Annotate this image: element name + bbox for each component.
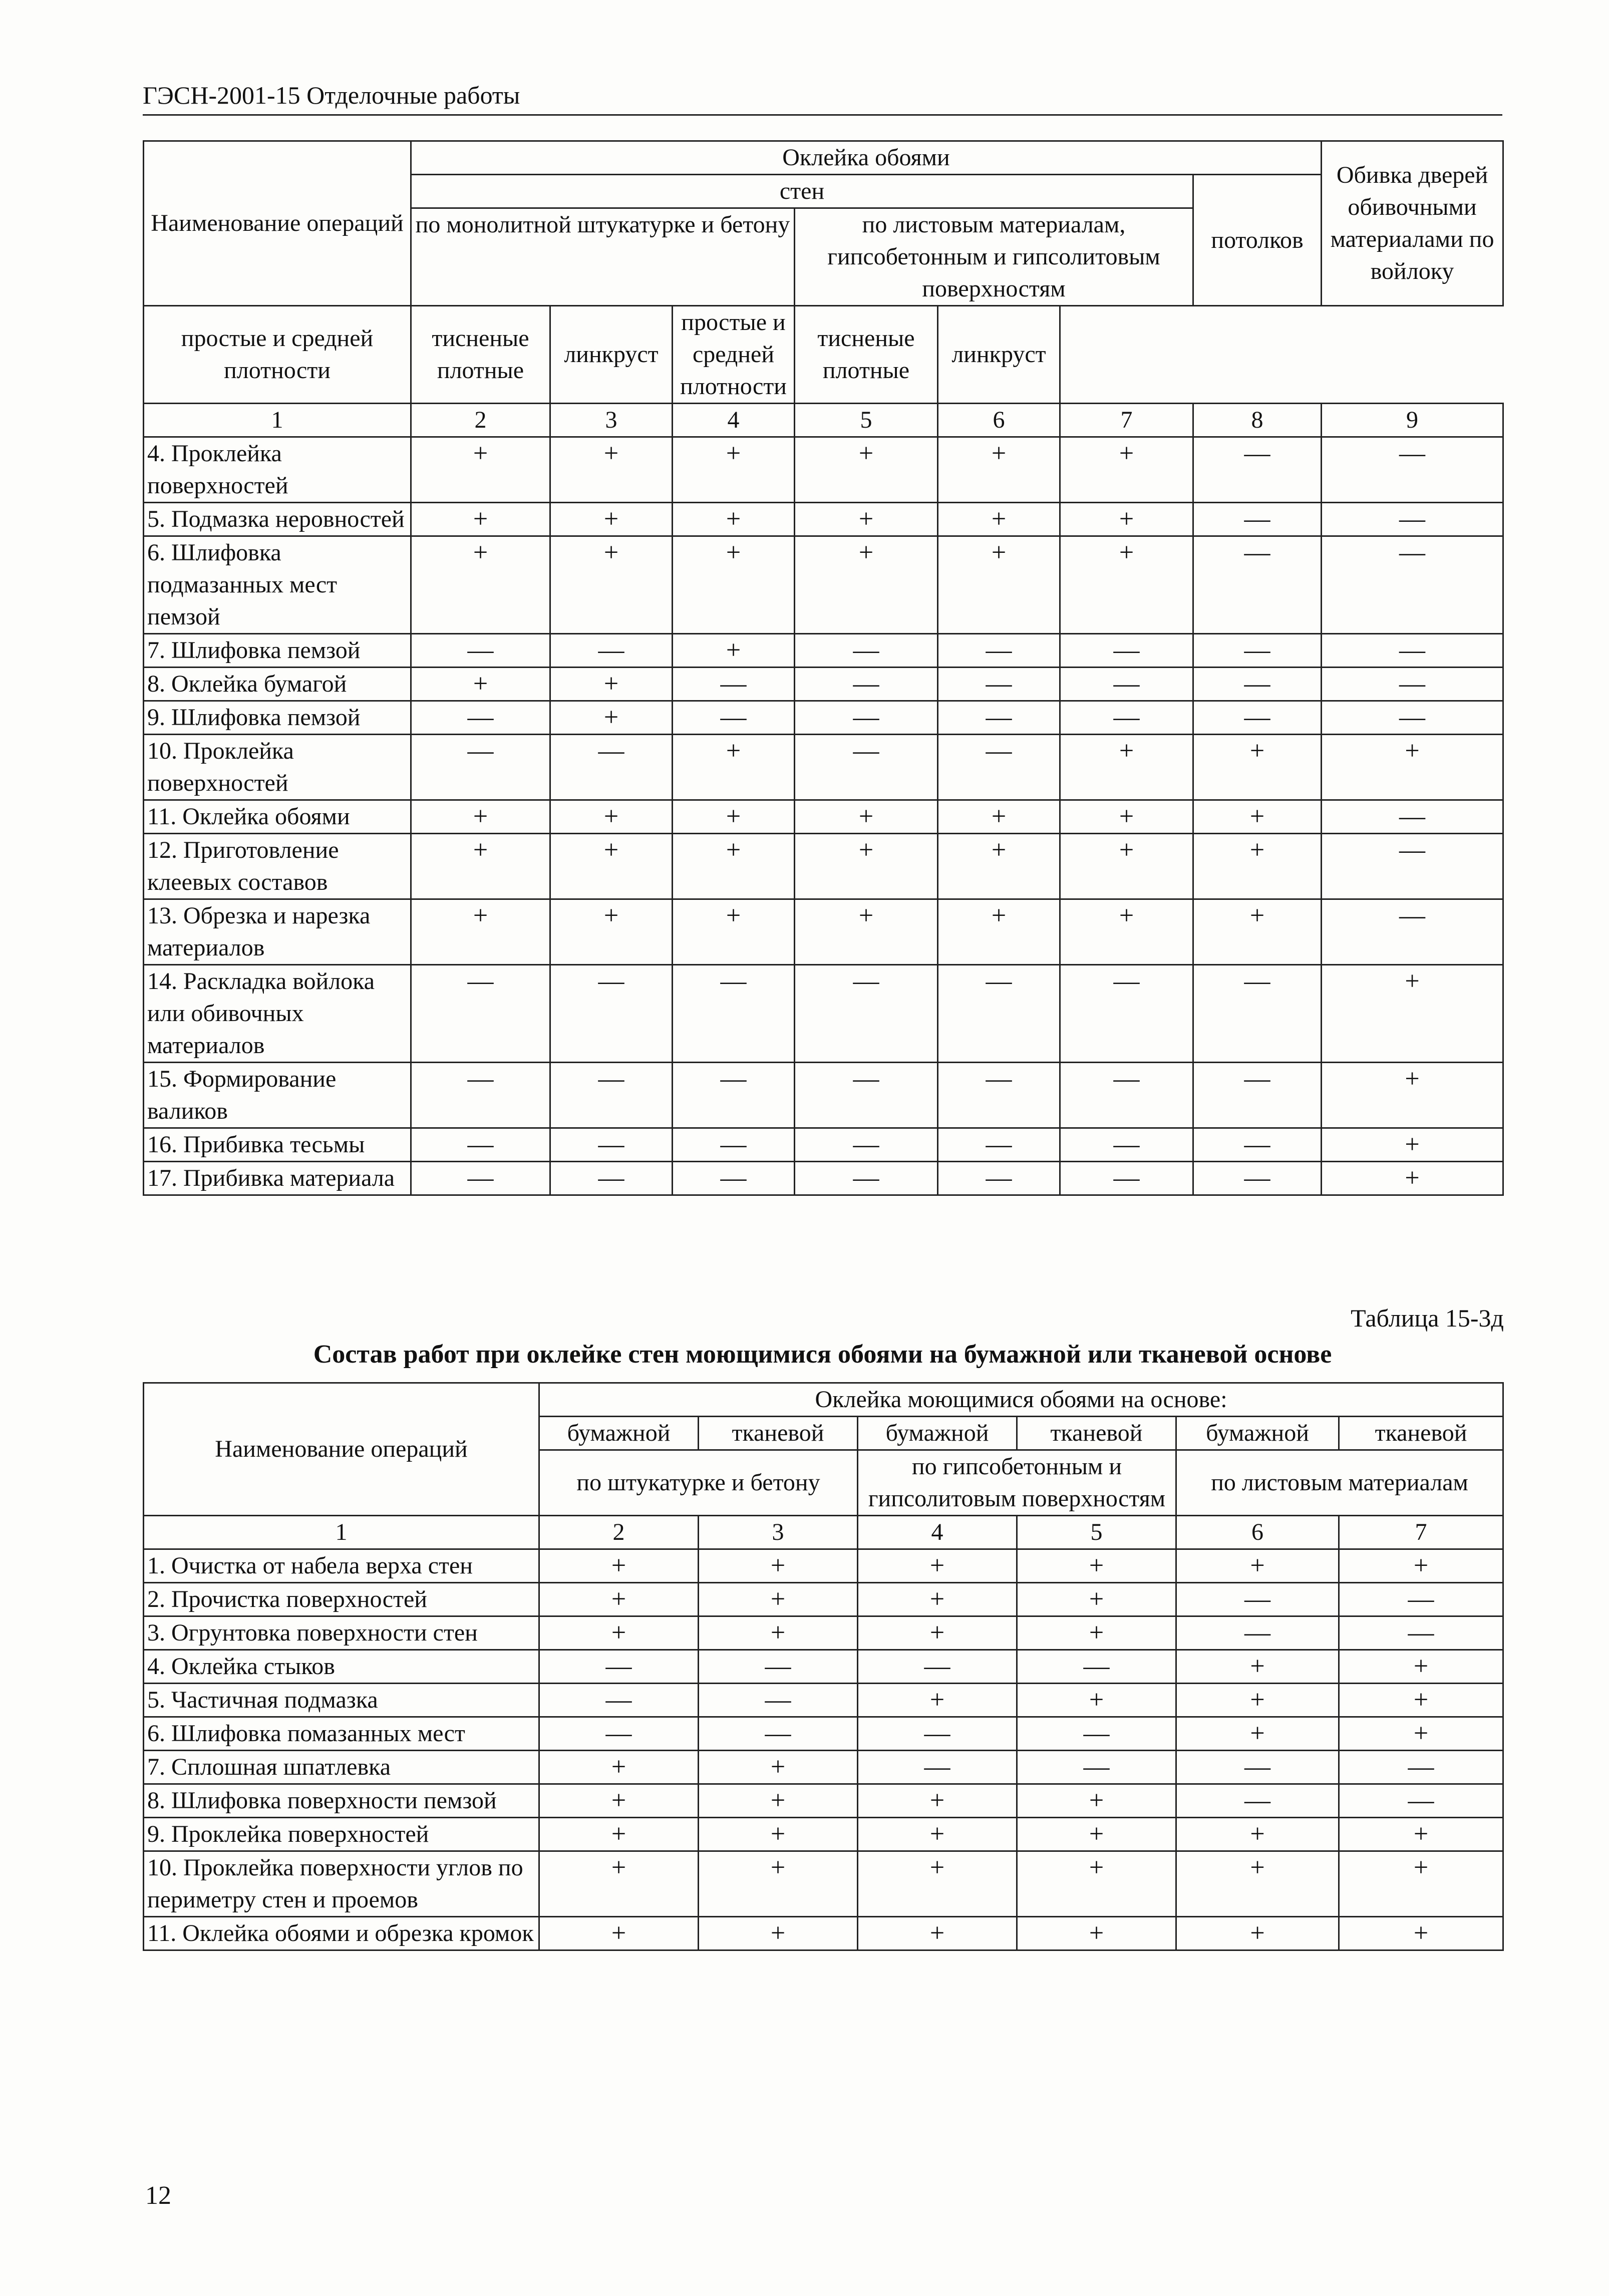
page-number: 12 bbox=[145, 2181, 171, 2210]
mark-cell: + bbox=[1339, 1851, 1503, 1917]
col-group-sheet: по листовым материалам, гипсобетонным и гипсолитовым поверхностям bbox=[795, 208, 1193, 306]
operation-name: 9. Проклейка поверхностей bbox=[144, 1818, 539, 1851]
mark-cell: + bbox=[699, 1784, 858, 1818]
mark-cell: — bbox=[795, 1063, 938, 1128]
mark-cell: + bbox=[1060, 437, 1193, 503]
col-subheader: тисненые плотные bbox=[411, 306, 550, 404]
mark-cell: — bbox=[1176, 1784, 1339, 1818]
table-row bbox=[144, 1684, 1503, 1717]
col-subheader: простые и средней плотности bbox=[673, 306, 795, 404]
table-row bbox=[144, 735, 1503, 800]
mark-cell: + bbox=[1017, 1549, 1176, 1583]
table-row bbox=[144, 1583, 1503, 1616]
mark-cell: — bbox=[1193, 701, 1322, 735]
operation-name: 7. Сплошная шпатлевка bbox=[144, 1751, 539, 1784]
mark-cell: + bbox=[1322, 735, 1503, 800]
mark-cell: — bbox=[858, 1751, 1017, 1784]
table-row bbox=[144, 1851, 1503, 1917]
mark-cell: + bbox=[1339, 1818, 1503, 1851]
mark-cell: + bbox=[539, 1917, 699, 1950]
mark-cell: — bbox=[795, 735, 938, 800]
column-number: 5 bbox=[1017, 1516, 1176, 1549]
mark-cell: + bbox=[550, 437, 673, 503]
column-number: 4 bbox=[858, 1516, 1017, 1549]
mark-cell: — bbox=[938, 1063, 1060, 1128]
column-number: 2 bbox=[539, 1516, 699, 1549]
mark-cell: + bbox=[539, 1583, 699, 1616]
mark-cell: — bbox=[1322, 800, 1503, 834]
mark-cell: — bbox=[1193, 1162, 1322, 1195]
mark-cell: + bbox=[1176, 1650, 1339, 1684]
mark-cell: — bbox=[673, 1162, 795, 1195]
column-number: 7 bbox=[1339, 1516, 1503, 1549]
operation-name: 11. Оклейка обоями и обрезка кромок bbox=[144, 1917, 539, 1950]
mark-cell: + bbox=[858, 1616, 1017, 1650]
mark-cell: — bbox=[1060, 1063, 1193, 1128]
operation-name: 6. Шлифовка помазанных мест bbox=[144, 1717, 539, 1751]
mark-cell: — bbox=[539, 1650, 699, 1684]
mark-cell: + bbox=[858, 1684, 1017, 1717]
mark-cell: + bbox=[539, 1549, 699, 1583]
mark-cell: + bbox=[1176, 1684, 1339, 1717]
mark-cell: + bbox=[795, 899, 938, 965]
mark-cell: + bbox=[539, 1818, 699, 1851]
column-number: 3 bbox=[699, 1516, 858, 1549]
mark-cell: — bbox=[1193, 437, 1322, 503]
table-row bbox=[144, 1650, 1503, 1684]
table-row bbox=[144, 1063, 1503, 1128]
mark-cell: — bbox=[795, 701, 938, 735]
table-row bbox=[144, 800, 1503, 834]
mark-cell: — bbox=[1339, 1616, 1503, 1650]
mark-cell: + bbox=[673, 899, 795, 965]
table-row bbox=[144, 503, 1503, 536]
mark-cell: — bbox=[550, 634, 673, 668]
table-row bbox=[144, 1128, 1503, 1162]
column-number: 4 bbox=[673, 404, 795, 437]
table-row bbox=[144, 1717, 1503, 1751]
mark-cell: + bbox=[1176, 1818, 1339, 1851]
col-header-base: бумажной bbox=[858, 1417, 1017, 1450]
mark-cell: + bbox=[795, 800, 938, 834]
mark-cell: — bbox=[673, 1063, 795, 1128]
col-subheader: тисненые плотные bbox=[795, 306, 938, 404]
mark-cell: — bbox=[539, 1684, 699, 1717]
mark-cell: + bbox=[411, 536, 550, 634]
mark-cell: — bbox=[1060, 634, 1193, 668]
mark-cell: — bbox=[539, 1717, 699, 1751]
mark-cell: — bbox=[550, 735, 673, 800]
col-group-washable-wallpaper: Оклейка моющимися обоями на основе: bbox=[539, 1383, 1503, 1417]
table-row bbox=[144, 1784, 1503, 1818]
table-row bbox=[144, 1751, 1503, 1784]
mark-cell: + bbox=[1193, 899, 1322, 965]
mark-cell: + bbox=[1017, 1784, 1176, 1818]
table-row bbox=[144, 965, 1503, 1063]
column-number: 3 bbox=[550, 404, 673, 437]
operation-name: 5. Подмазка неровностей bbox=[144, 503, 411, 536]
mark-cell: — bbox=[550, 965, 673, 1063]
mark-cell: + bbox=[550, 668, 673, 701]
table-row bbox=[144, 1549, 1503, 1583]
operation-name: 2. Прочистка поверхностей bbox=[144, 1583, 539, 1616]
col-group-wallpapering: Оклейка обоями bbox=[411, 141, 1322, 175]
mark-cell: + bbox=[673, 834, 795, 899]
mark-cell: + bbox=[539, 1751, 699, 1784]
mark-cell: — bbox=[1322, 899, 1503, 965]
operation-name: 15. Формирование валиков bbox=[144, 1063, 411, 1128]
col-header-operations: Наименование операций bbox=[144, 141, 411, 306]
mark-cell: — bbox=[1060, 1128, 1193, 1162]
operation-name: 9. Шлифовка пемзой bbox=[144, 701, 411, 735]
col-header-base: бумажной bbox=[539, 1417, 699, 1450]
mark-cell: + bbox=[699, 1851, 858, 1917]
mark-cell: + bbox=[699, 1616, 858, 1650]
col-group-walls: стен bbox=[411, 175, 1193, 208]
table-row bbox=[144, 536, 1503, 634]
column-number: 6 bbox=[938, 404, 1060, 437]
mark-cell: + bbox=[673, 800, 795, 834]
mark-cell: + bbox=[858, 1784, 1017, 1818]
mark-cell: — bbox=[1176, 1583, 1339, 1616]
col-header-operations: Наименование операций bbox=[144, 1383, 539, 1516]
mark-cell: + bbox=[411, 899, 550, 965]
mark-cell: + bbox=[550, 800, 673, 834]
mark-cell: + bbox=[1060, 735, 1193, 800]
mark-cell: + bbox=[411, 503, 550, 536]
mark-cell: — bbox=[673, 965, 795, 1063]
mark-cell: + bbox=[550, 503, 673, 536]
mark-cell: + bbox=[1017, 1818, 1176, 1851]
mark-cell: + bbox=[1060, 899, 1193, 965]
table-row bbox=[144, 1818, 1503, 1851]
mark-cell: — bbox=[1017, 1751, 1176, 1784]
operation-name: 16. Прибивка тесьмы bbox=[144, 1128, 411, 1162]
mark-cell: + bbox=[1176, 1917, 1339, 1950]
mark-cell: — bbox=[411, 1128, 550, 1162]
mark-cell: + bbox=[938, 899, 1060, 965]
col-subheader: линкруст bbox=[550, 306, 673, 404]
table-label: Таблица 15-3д bbox=[1351, 1304, 1504, 1332]
mark-cell: — bbox=[1060, 701, 1193, 735]
mark-cell: — bbox=[550, 1063, 673, 1128]
mark-cell: + bbox=[411, 437, 550, 503]
mark-cell: — bbox=[550, 1128, 673, 1162]
operations-table-wallpapering bbox=[143, 140, 1504, 1196]
mark-cell: + bbox=[795, 834, 938, 899]
mark-cell: + bbox=[1193, 735, 1322, 800]
mark-cell: — bbox=[1322, 503, 1503, 536]
operation-name: 6. Шлифовка подмазанных мест пемзой bbox=[144, 536, 411, 634]
operation-name: 4. Проклейка поверхностей bbox=[144, 437, 411, 503]
mark-cell: + bbox=[1339, 1717, 1503, 1751]
mark-cell: + bbox=[673, 437, 795, 503]
mark-cell: + bbox=[699, 1751, 858, 1784]
mark-cell: — bbox=[1193, 536, 1322, 634]
mark-cell: + bbox=[938, 536, 1060, 634]
table-row bbox=[144, 668, 1503, 701]
mark-cell: — bbox=[858, 1650, 1017, 1684]
mark-cell: + bbox=[411, 834, 550, 899]
mark-cell: — bbox=[673, 668, 795, 701]
column-number: 5 bbox=[795, 404, 938, 437]
mark-cell: — bbox=[1322, 536, 1503, 634]
mark-cell: — bbox=[411, 701, 550, 735]
operations-table-washable-wallpaper bbox=[143, 1382, 1504, 1951]
operation-name: 10. Проклейка поверхностей bbox=[144, 735, 411, 800]
col-header-ceilings: потолков bbox=[1193, 175, 1322, 306]
operation-name: 17. Прибивка материала bbox=[144, 1162, 411, 1195]
operation-name: 7. Шлифовка пемзой bbox=[144, 634, 411, 668]
mark-cell: — bbox=[699, 1650, 858, 1684]
mark-cell: + bbox=[539, 1784, 699, 1818]
mark-cell: + bbox=[1060, 800, 1193, 834]
mark-cell: — bbox=[411, 1162, 550, 1195]
mark-cell: + bbox=[1322, 1063, 1503, 1128]
mark-cell: + bbox=[673, 503, 795, 536]
col-group-sheet: по листовым материалам bbox=[1176, 1450, 1503, 1516]
mark-cell: — bbox=[1060, 1162, 1193, 1195]
mark-cell: + bbox=[411, 800, 550, 834]
mark-cell: + bbox=[1193, 800, 1322, 834]
mark-cell: + bbox=[699, 1818, 858, 1851]
mark-cell: + bbox=[673, 735, 795, 800]
mark-cell: — bbox=[795, 965, 938, 1063]
column-number: 1 bbox=[144, 404, 411, 437]
mark-cell: + bbox=[673, 536, 795, 634]
mark-cell: + bbox=[1017, 1684, 1176, 1717]
operation-name: 8. Шлифовка поверхности пемзой bbox=[144, 1784, 539, 1818]
mark-cell: — bbox=[795, 634, 938, 668]
mark-cell: — bbox=[1193, 668, 1322, 701]
mark-cell: + bbox=[795, 437, 938, 503]
mark-cell: — bbox=[1322, 634, 1503, 668]
mark-cell: — bbox=[938, 735, 1060, 800]
mark-cell: — bbox=[938, 701, 1060, 735]
mark-cell: — bbox=[1176, 1616, 1339, 1650]
column-number: 8 bbox=[1193, 404, 1322, 437]
mark-cell: + bbox=[1322, 1128, 1503, 1162]
mark-cell: — bbox=[1322, 701, 1503, 735]
mark-cell: — bbox=[411, 1063, 550, 1128]
mark-cell: — bbox=[938, 1162, 1060, 1195]
mark-cell: — bbox=[673, 701, 795, 735]
mark-cell: + bbox=[699, 1549, 858, 1583]
mark-cell: + bbox=[1339, 1684, 1503, 1717]
mark-cell: + bbox=[1017, 1616, 1176, 1650]
mark-cell: — bbox=[938, 1128, 1060, 1162]
mark-cell: — bbox=[1322, 834, 1503, 899]
mark-cell: — bbox=[795, 1162, 938, 1195]
mark-cell: + bbox=[1176, 1549, 1339, 1583]
mark-cell: + bbox=[699, 1583, 858, 1616]
operation-name: 12. Приготовление клеевых составов bbox=[144, 834, 411, 899]
operation-name: 13. Обрезка и нарезка материалов bbox=[144, 899, 411, 965]
mark-cell: — bbox=[411, 735, 550, 800]
mark-cell: + bbox=[795, 536, 938, 634]
mark-cell: + bbox=[858, 1851, 1017, 1917]
mark-cell: — bbox=[795, 668, 938, 701]
mark-cell: + bbox=[1339, 1549, 1503, 1583]
mark-cell: + bbox=[411, 668, 550, 701]
mark-cell: — bbox=[1060, 668, 1193, 701]
mark-cell: + bbox=[858, 1917, 1017, 1950]
operation-name: 3. Огрунтовка поверхности стен bbox=[144, 1616, 539, 1650]
mark-cell: + bbox=[1017, 1917, 1176, 1950]
mark-cell: — bbox=[411, 634, 550, 668]
table-row bbox=[144, 1616, 1503, 1650]
mark-cell: + bbox=[938, 437, 1060, 503]
mark-cell: + bbox=[858, 1549, 1017, 1583]
mark-cell: — bbox=[1339, 1751, 1503, 1784]
mark-cell: + bbox=[550, 701, 673, 735]
table-row bbox=[144, 1162, 1503, 1195]
mark-cell: — bbox=[1322, 668, 1503, 701]
mark-cell: — bbox=[938, 634, 1060, 668]
table-row bbox=[144, 899, 1503, 965]
col-header-door-upholstery: Обивка дверей обивочными материалами по войлоку bbox=[1322, 141, 1503, 306]
mark-cell: + bbox=[1322, 965, 1503, 1063]
mark-cell: — bbox=[699, 1717, 858, 1751]
mark-cell: — bbox=[1017, 1717, 1176, 1751]
mark-cell: + bbox=[1060, 834, 1193, 899]
mark-cell: + bbox=[1339, 1650, 1503, 1684]
mark-cell: + bbox=[1017, 1583, 1176, 1616]
table-title: Состав работ при оклейке стен моющимися обоями на бумажной или тканевой основе bbox=[313, 1340, 1332, 1369]
col-group-plaster: по штукатурке и бетону bbox=[539, 1450, 858, 1516]
mark-cell: + bbox=[550, 834, 673, 899]
col-header-base: тканевой bbox=[1017, 1417, 1176, 1450]
mark-cell: + bbox=[1176, 1851, 1339, 1917]
mark-cell: + bbox=[1193, 834, 1322, 899]
mark-cell: + bbox=[1176, 1717, 1339, 1751]
col-header-base: тканевой bbox=[699, 1417, 858, 1450]
mark-cell: + bbox=[858, 1818, 1017, 1851]
col-header-base: бумажной bbox=[1176, 1417, 1339, 1450]
mark-cell: + bbox=[1017, 1851, 1176, 1917]
mark-cell: + bbox=[539, 1851, 699, 1917]
mark-cell: — bbox=[673, 1128, 795, 1162]
mark-cell: + bbox=[539, 1616, 699, 1650]
mark-cell: — bbox=[1176, 1751, 1339, 1784]
mark-cell: — bbox=[1193, 503, 1322, 536]
mark-cell: — bbox=[1017, 1650, 1176, 1684]
operation-name: 8. Оклейка бумагой bbox=[144, 668, 411, 701]
mark-cell: — bbox=[1322, 437, 1503, 503]
mark-cell: + bbox=[673, 634, 795, 668]
table-row bbox=[144, 634, 1503, 668]
column-number: 9 bbox=[1322, 404, 1503, 437]
column-number: 7 bbox=[1060, 404, 1193, 437]
operation-name: 4. Оклейка стыков bbox=[144, 1650, 539, 1684]
mark-cell: — bbox=[1193, 965, 1322, 1063]
mark-cell: — bbox=[1339, 1784, 1503, 1818]
mark-cell: — bbox=[699, 1684, 858, 1717]
operation-name: 14. Раскладка войлока или обивочных материалов bbox=[144, 965, 411, 1063]
table-row bbox=[144, 701, 1503, 735]
operation-name: 10. Проклейка поверхности углов по периметру стен и проемов bbox=[144, 1851, 539, 1917]
operation-name: 1. Очистка от набела верха стен bbox=[144, 1549, 539, 1583]
table-row bbox=[144, 1917, 1503, 1950]
mark-cell: + bbox=[1339, 1917, 1503, 1950]
mark-cell: + bbox=[550, 536, 673, 634]
mark-cell: + bbox=[1322, 1162, 1503, 1195]
mark-cell: — bbox=[550, 1162, 673, 1195]
mark-cell: — bbox=[411, 965, 550, 1063]
mark-cell: — bbox=[858, 1717, 1017, 1751]
mark-cell: — bbox=[1193, 634, 1322, 668]
mark-cell: + bbox=[938, 834, 1060, 899]
mark-cell: — bbox=[938, 668, 1060, 701]
mark-cell: — bbox=[1193, 1128, 1322, 1162]
column-number: 1 bbox=[144, 1516, 539, 1549]
col-subheader: простые и средней плотности bbox=[144, 306, 411, 404]
mark-cell: + bbox=[938, 503, 1060, 536]
col-group-monolith: по монолитной штукатурке и бетону bbox=[411, 208, 795, 306]
mark-cell: — bbox=[1339, 1583, 1503, 1616]
table-row bbox=[144, 437, 1503, 503]
mark-cell: + bbox=[1060, 503, 1193, 536]
col-subheader: линкруст bbox=[938, 306, 1060, 404]
col-header-base: тканевой bbox=[1339, 1417, 1503, 1450]
operation-name: 5. Частичная подмазка bbox=[144, 1684, 539, 1717]
mark-cell: — bbox=[1193, 1063, 1322, 1128]
page-header: ГЭСН-2001-15 Отделочные работы bbox=[143, 80, 1502, 116]
mark-cell: — bbox=[1060, 965, 1193, 1063]
operation-name: 11. Оклейка обоями bbox=[144, 800, 411, 834]
column-number: 6 bbox=[1176, 1516, 1339, 1549]
mark-cell: — bbox=[938, 965, 1060, 1063]
column-number: 2 bbox=[411, 404, 550, 437]
mark-cell: + bbox=[699, 1917, 858, 1950]
mark-cell: — bbox=[795, 1128, 938, 1162]
mark-cell: + bbox=[858, 1583, 1017, 1616]
mark-cell: + bbox=[795, 503, 938, 536]
col-group-gypsum: по гипсобетонным и гипсолитовым поверхностям bbox=[858, 1450, 1176, 1516]
mark-cell: + bbox=[550, 899, 673, 965]
mark-cell: + bbox=[1060, 536, 1193, 634]
mark-cell: + bbox=[938, 800, 1060, 834]
table-row bbox=[144, 834, 1503, 899]
